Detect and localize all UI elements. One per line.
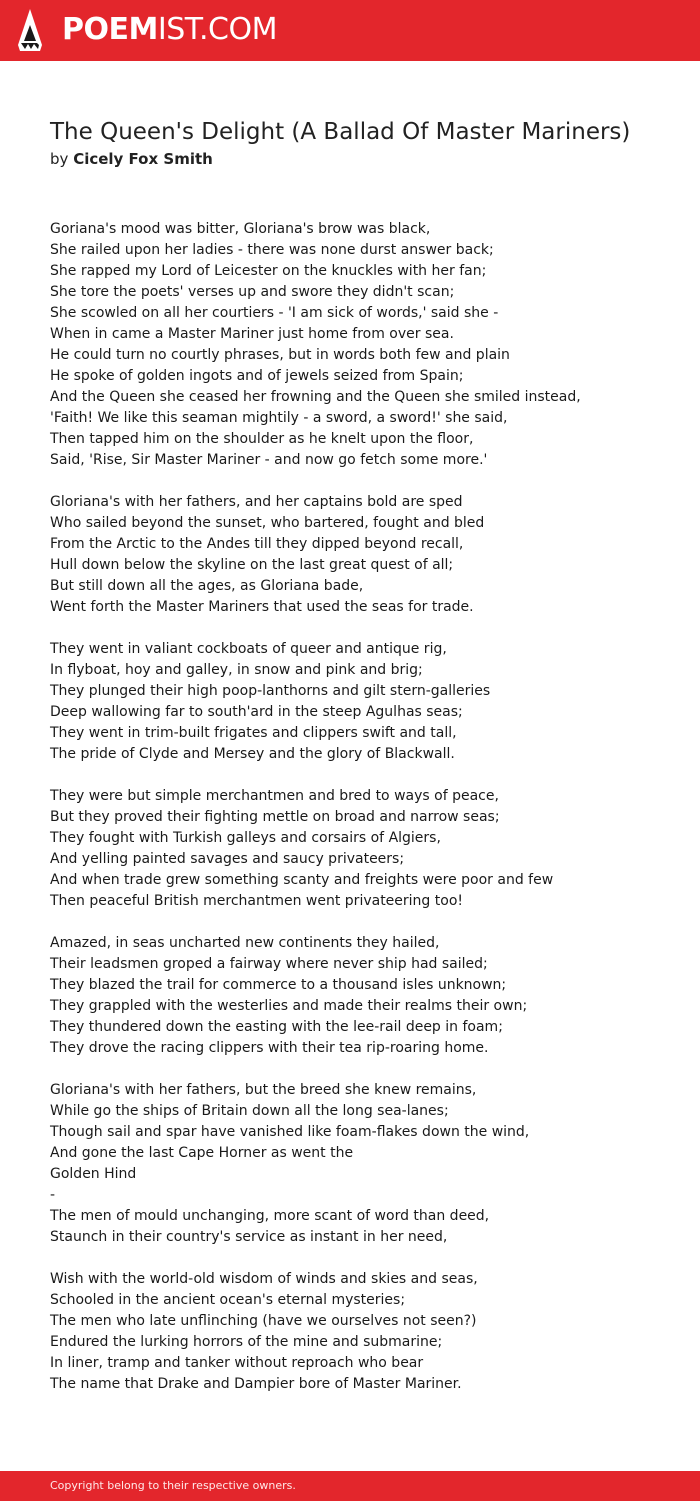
poem-line: The men of mould unchanging, more scant of word than deed,	[50, 1208, 490, 1224]
poem-line: He could turn no courtly phrases, but in words both few and plain	[50, 347, 510, 363]
poem-line: But they proved their fighting mettle on broad and narrow seas;	[50, 809, 500, 825]
poem-line: They plunged their high poop-lanthorns and gilt stern-galleries	[50, 683, 491, 699]
poem-line: Goriana's mood was bitter, Gloriana's brow was black,	[50, 221, 431, 237]
poem-line: She scowled on all her courtiers - 'I am sick of words,' said she -	[50, 305, 499, 321]
poem-line: But still down all the ages, as Gloriana bade,	[50, 578, 364, 594]
byline-prefix: by	[50, 150, 69, 168]
poem-line: Deep wallowing far to south'ard in the steep Agulhas seas;	[50, 704, 463, 720]
poem-line: They drove the racing clippers with their tea rip-roaring home.	[50, 1040, 489, 1056]
poem-line: In liner, tramp and tanker without reproach who bear	[50, 1355, 424, 1371]
site-logo[interactable]	[62, 12, 277, 48]
stanza	[50, 1080, 581, 1248]
poem-line: He spoke of golden ingots and of jewels seized from Spain;	[50, 368, 464, 384]
poem-line: They blazed the trail for commerce to a thousand isles unknown;	[50, 977, 507, 993]
poem-line: They were but simple merchantmen and bred to ways of peace,	[50, 788, 499, 804]
poem-line: They went in trim-built frigates and clippers swift and tall,	[50, 725, 457, 741]
poem-line: They fought with Turkish galleys and corsairs of Algiers,	[50, 830, 441, 846]
poem-line: She railed upon her ladies - there was none durst answer back;	[50, 242, 494, 258]
stanza	[50, 219, 581, 471]
stanza	[50, 933, 581, 1059]
site-header	[0, 0, 700, 61]
poem-line: From the Arctic to the Andes till they dipped beyond recall,	[50, 536, 464, 552]
poem-line: Gloriana's with her fathers, but the breed she knew remains,	[50, 1082, 477, 1098]
poem-line: Wish with the world-old wisdom of winds and skies and seas,	[50, 1271, 478, 1287]
author-name[interactable]: Cicely Fox Smith	[73, 150, 213, 168]
stanza	[50, 639, 581, 765]
poem-line: Staunch in their country's service as instant in her need,	[50, 1229, 448, 1245]
poem-line: Though sail and spar have vanished like foam-flakes down the wind,	[50, 1124, 530, 1140]
poem-line: -	[50, 1187, 56, 1203]
logo-bold-text: POEM	[62, 12, 158, 47]
poem-line: Then peaceful British merchantmen went privateering too!	[50, 893, 463, 909]
poem-line: Then tapped him on the shoulder as he knelt upon the floor,	[50, 431, 474, 447]
poem-line: Amazed, in seas uncharted new continents they hailed,	[50, 935, 440, 951]
logo-light-text: IST.COM	[157, 12, 277, 47]
stanza	[50, 492, 581, 618]
poem-line: And gone the last Cape Horner as went the	[50, 1145, 354, 1161]
poem-line: She rapped my Lord of Leicester on the knuckles with her fan;	[50, 263, 487, 279]
poem-line: Schooled in the ancient ocean's eternal mysteries;	[50, 1292, 406, 1308]
poem-body	[50, 219, 581, 1416]
poem-title: The Queen's Delight (A Ballad Of Master Mariners)	[50, 119, 631, 145]
poem-line: They grappled with the westerlies and made their realms their own;	[50, 998, 528, 1014]
poem-line: Said, 'Rise, Sir Master Mariner - and now go fetch some more.'	[50, 452, 488, 468]
stanza	[50, 786, 581, 912]
poem-line: Who sailed beyond the sunset, who bartered, fought and bled	[50, 515, 485, 531]
poem-line: Hull down below the skyline on the last great quest of all;	[50, 557, 454, 573]
poem-line: And the Queen she ceased her frowning and the Queen she smiled instead,	[50, 389, 581, 405]
poem-line: Endured the lurking horrors of the mine and submarine;	[50, 1334, 443, 1350]
poem-line: She tore the poets' verses up and swore they didn't scan;	[50, 284, 455, 300]
poem-line: The men who late unflinching (have we ourselves not seen?)	[50, 1313, 477, 1329]
pencil-icon[interactable]	[17, 9, 43, 53]
poem-line: They thundered down the easting with the lee-rail deep in foam;	[50, 1019, 503, 1035]
poem-line: And when trade grew something scanty and freights were poor and few	[50, 872, 554, 888]
poem-line: Golden Hind	[50, 1166, 137, 1182]
poem-line: The name that Drake and Dampier bore of Master Mariner.	[50, 1376, 462, 1392]
poem-line: Gloriana's with her fathers, and her captains bold are sped	[50, 494, 463, 510]
poem-line: Their leadsmen groped a fairway where never ship had sailed;	[50, 956, 488, 972]
poem-line: And yelling painted savages and saucy privateers;	[50, 851, 405, 867]
stanza	[50, 1269, 581, 1395]
poem-line: 'Faith! We like this seaman mightily - a sword, a sword!' she said,	[50, 410, 508, 426]
poem-line: They went in valiant cockboats of queer and antique rig,	[50, 641, 447, 657]
poem-line: The pride of Clyde and Mersey and the glory of Blackwall.	[50, 746, 455, 762]
copyright-text: Copyright belong to their respective owners.	[50, 1479, 296, 1492]
poem-line: When in came a Master Mariner just home from over sea.	[50, 326, 454, 342]
poem-line: While go the ships of Britain down all the long sea-lanes;	[50, 1103, 449, 1119]
site-footer	[0, 1471, 700, 1501]
poem-line: In flyboat, hoy and galley, in snow and pink and brig;	[50, 662, 423, 678]
byline	[50, 148, 213, 170]
poem-line: Went forth the Master Mariners that used the seas for trade.	[50, 599, 474, 615]
